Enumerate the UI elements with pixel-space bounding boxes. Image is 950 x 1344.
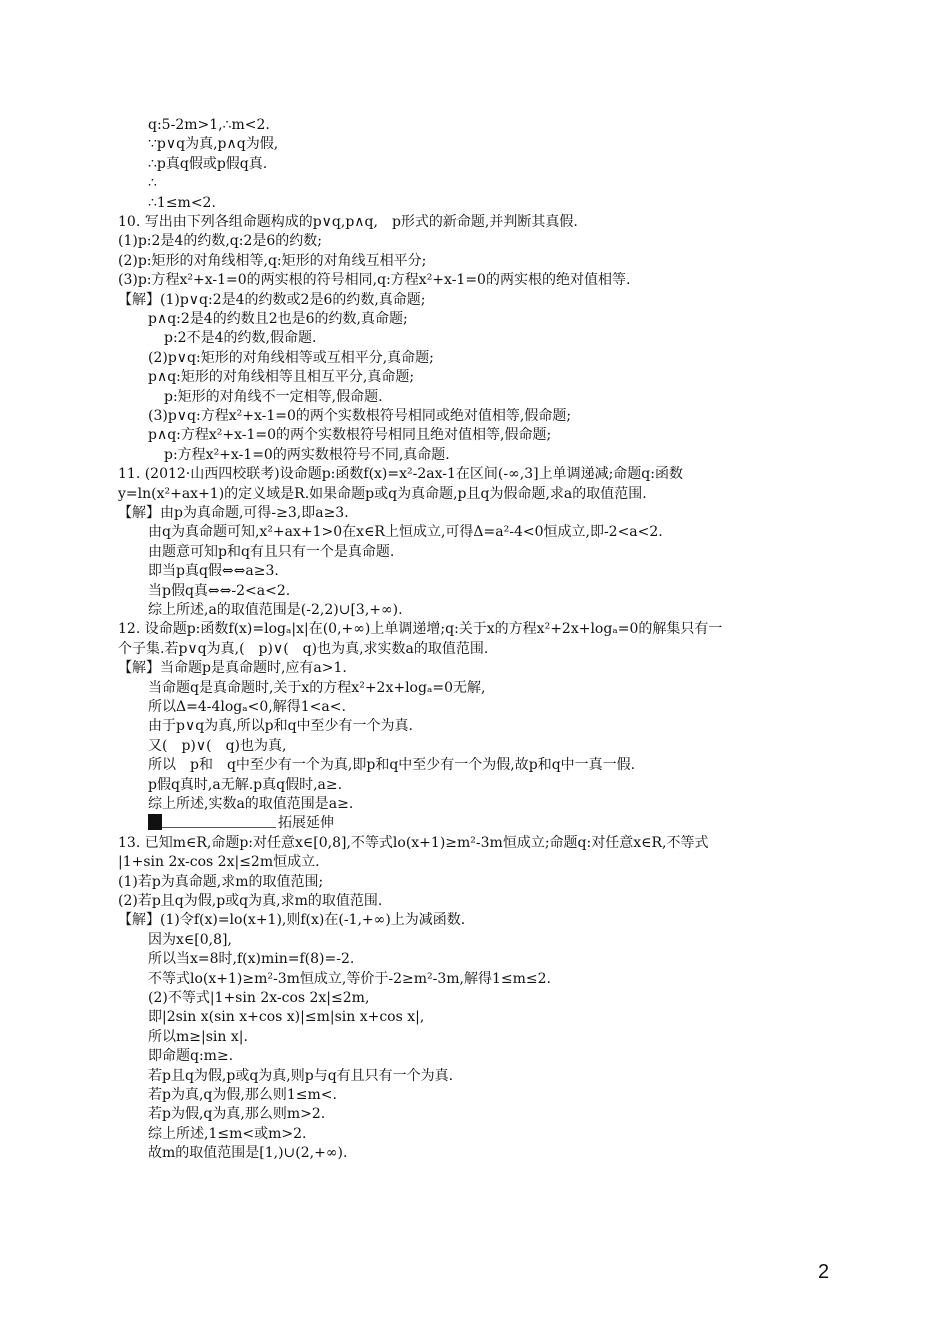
line-text: ∴ — [148, 175, 157, 192]
text-line — [118, 465, 683, 484]
text-line — [118, 232, 322, 251]
text-line — [118, 504, 349, 523]
line-text: 12. 设命题p:函数f(x)=logₐ|x|在(0,+∞)上单调递增;q:关于x的方程x²+2x+logₐ=0的解集只有一 — [118, 621, 723, 638]
line-text: p∧q:矩形的对角线相等且相互平分,真命题; — [148, 369, 415, 386]
text-line — [148, 582, 290, 601]
line-text: 由于p∨q为真,所以p和q中至少有一个为真. — [148, 718, 413, 735]
line-text: 【解】(1)令f(x)=lo(x+1),则f(x)在(-1,+∞)上为减函数. — [118, 912, 466, 929]
text-line — [148, 1144, 347, 1163]
text-line — [148, 135, 278, 154]
line-text: 13. 已知m∈R,命题p:对任意x∈[0,8],不等式lo(x+1)≥m²-3m恒成立;命题q:对任意x∈R,不等式 — [118, 834, 709, 851]
line-text: (2)若p且q为假,p或q为真,求m的取值范围. — [118, 893, 383, 909]
line-text: p假q真时,a无解.p真q假时,a≥. — [148, 776, 343, 793]
line-text: 所以 p和 q中至少有一个为真,即p和q中至少有一个为假,故p和q中一真一假. — [148, 757, 636, 774]
text-line — [164, 446, 450, 465]
line-text: (2)不等式|1+sin 2x-cos 2x|≤2m, — [148, 990, 370, 1006]
line-text: 个子集.若p∨q为真,( p)∨( q)也为真,求实数a的取值范围. — [118, 640, 489, 657]
text-line — [148, 155, 267, 174]
line-text: (2)p∨q:矩形的对角线相等或互相平分,真命题; — [148, 349, 434, 366]
line-text: 【解】由p为真命题,可得-≥3,即a≥3. — [118, 505, 349, 521]
line-text: (2)p:矩形的对角线相等,q:矩形的对角线互相平分; — [118, 252, 427, 269]
line-text: 即|2sin x(sin x+cos x)|≤m|sin x+cos x|, — [148, 1009, 425, 1026]
line-text: p:方程x²+x-1=0的两实数根符号不同,真命题. — [164, 446, 450, 463]
line-text: 所以Δ=4-4logₐ<0,解得1<a<. — [148, 699, 346, 715]
text-line — [148, 543, 394, 562]
text-line — [148, 756, 635, 775]
line-text: p∧q:2是4的约数且2也是6的约数,真命题; — [148, 311, 408, 327]
section-marker-icon — [148, 814, 276, 830]
section-heading — [148, 814, 334, 833]
text-line — [118, 911, 465, 930]
text-line — [148, 426, 551, 445]
text-line — [148, 776, 342, 795]
text-line — [148, 407, 571, 426]
text-line — [118, 252, 426, 271]
line-text: 由题意可知p和q有且只有一个是真命题. — [148, 543, 395, 560]
text-line — [164, 329, 316, 348]
line-text: (3)p∨q:方程x²+x-1=0的两个实数根符号相同或绝对值相等,假命题; — [148, 408, 572, 424]
line-text: p:2不是4的约数,假命题. — [164, 330, 317, 347]
text-line — [148, 931, 232, 950]
text-line — [118, 620, 722, 639]
line-text: ∴1≤m<2. — [148, 194, 216, 211]
text-line — [148, 1105, 325, 1124]
line-text: 【解】(1)p∨q:2是4的约数或2是6的约数,真命题; — [118, 291, 426, 308]
text-line — [118, 640, 488, 659]
text-line — [164, 388, 383, 407]
line-text: p:矩形的对角线不一定相等,假命题. — [164, 388, 383, 405]
line-text: y=ln(x²+ax+1)的定义域是R.如果命题p或q为真命题,p且q为假命题,求a的取值范围. — [118, 485, 647, 502]
text-line — [148, 970, 551, 989]
line-text: 【解】当命题p是真命题时,应有a>1. — [118, 660, 347, 677]
line-text: ∵p∨q为真,p∧q为假, — [148, 136, 279, 153]
line-text: 即当p真q假⇔⇔a≥3. — [148, 563, 279, 580]
text-line — [148, 349, 434, 368]
line-text: 故m的取值范围是[1,)∪(2,+∞). — [148, 1145, 348, 1162]
text-line — [148, 310, 408, 329]
line-text: 若p为假,q为真,那么则m>2. — [148, 1106, 326, 1123]
line-text: 10. 写出由下列各组命题构成的p∨q,p∧q, p形式的新命题,并判断其真假. — [118, 214, 578, 230]
text-line — [118, 213, 578, 232]
line-text: (3)p:方程x²+x-1=0的两实根的符号相同,q:方程x²+x-1=0的两实根的绝对值相等. — [118, 272, 631, 289]
text-line — [148, 795, 353, 814]
text-line — [148, 1047, 233, 1066]
text-line — [148, 1086, 337, 1105]
text-line — [148, 174, 157, 193]
line-text: 即命题q:m≥. — [148, 1048, 234, 1065]
text-line — [148, 116, 270, 135]
line-text: 综上所述,a的取值范围是(-2,2)∪[3,+∞). — [148, 602, 403, 618]
line-text: 所以当x=8时,f(x)min=f(8)=-2. — [148, 951, 355, 968]
text-line — [148, 737, 286, 756]
line-text: (1)p:2是4的约数,q:2是6的约数; — [118, 233, 322, 250]
text-line — [148, 368, 414, 387]
text-line — [148, 950, 354, 969]
text-line — [148, 717, 413, 736]
line-text: 当命题q是真命题时,关于x的方程x²+2x+logₐ=0无解, — [148, 679, 486, 696]
line-text: 由q为真命题可知,x²+ax+1>0在x∈R上恒成立,可得Δ=a²-4<0恒成立,即-2<a<2. — [148, 524, 663, 541]
line-text: 所以m≥|sin x|. — [148, 1028, 248, 1045]
line-text: 综上所述,1≤m<或m>2. — [148, 1125, 307, 1142]
line-text: 综上所述,实数a的取值范围是a≥. — [148, 796, 354, 812]
text-line — [148, 601, 403, 620]
line-text: 拓展延伸 — [278, 815, 334, 832]
line-text: 又( p)∨( q)也为真, — [148, 737, 287, 754]
page-number: 2 — [818, 1261, 830, 1283]
line-text: p∧q:方程x²+x-1=0的两个实数根符号相同且绝对值相等,假命题; — [148, 427, 552, 444]
line-text: 若p且q为假,p或q为真,则p与q有且只有一个为真. — [148, 1067, 454, 1084]
text-line — [148, 698, 346, 717]
text-line — [148, 1008, 424, 1027]
text-line — [118, 485, 647, 504]
line-text: q:5-2m>1,∴m<2. — [148, 117, 270, 133]
line-text: ∴p真q假或p假q真. — [148, 155, 268, 172]
line-text: 若p为真,q为假,那么则1≤m<. — [148, 1087, 337, 1103]
line-text: 不等式lo(x+1)≥m²-3m恒成立,等价于-2≥m²-3m,解得1≤m≤2. — [148, 970, 551, 987]
line-text: 因为x∈[0,8], — [148, 931, 232, 948]
text-line — [148, 194, 216, 213]
text-line — [148, 562, 279, 581]
text-line — [148, 989, 369, 1008]
text-line — [118, 834, 708, 853]
line-text: 11. (2012·山西四校联考)设命题p:函数f(x)=x²-2ax-1在区间(-∞,3]上单调递减;命题q:函数 — [118, 466, 683, 483]
text-line — [118, 853, 320, 872]
text-line — [118, 873, 323, 892]
line-text: (1)若p为真命题,求m的取值范围; — [118, 873, 324, 890]
text-line — [148, 1125, 306, 1144]
text-line — [148, 1067, 453, 1086]
text-line — [148, 523, 663, 542]
text-line — [148, 679, 485, 698]
text-line — [118, 271, 630, 290]
text-line — [118, 659, 347, 678]
line-text: |1+sin 2x-cos 2x|≤2m恒成立. — [118, 854, 320, 871]
text-line — [118, 892, 382, 911]
text-line — [118, 291, 426, 310]
line-text: 当p假q真⇔⇔-2<a<2. — [148, 582, 291, 599]
text-line — [148, 1028, 248, 1047]
